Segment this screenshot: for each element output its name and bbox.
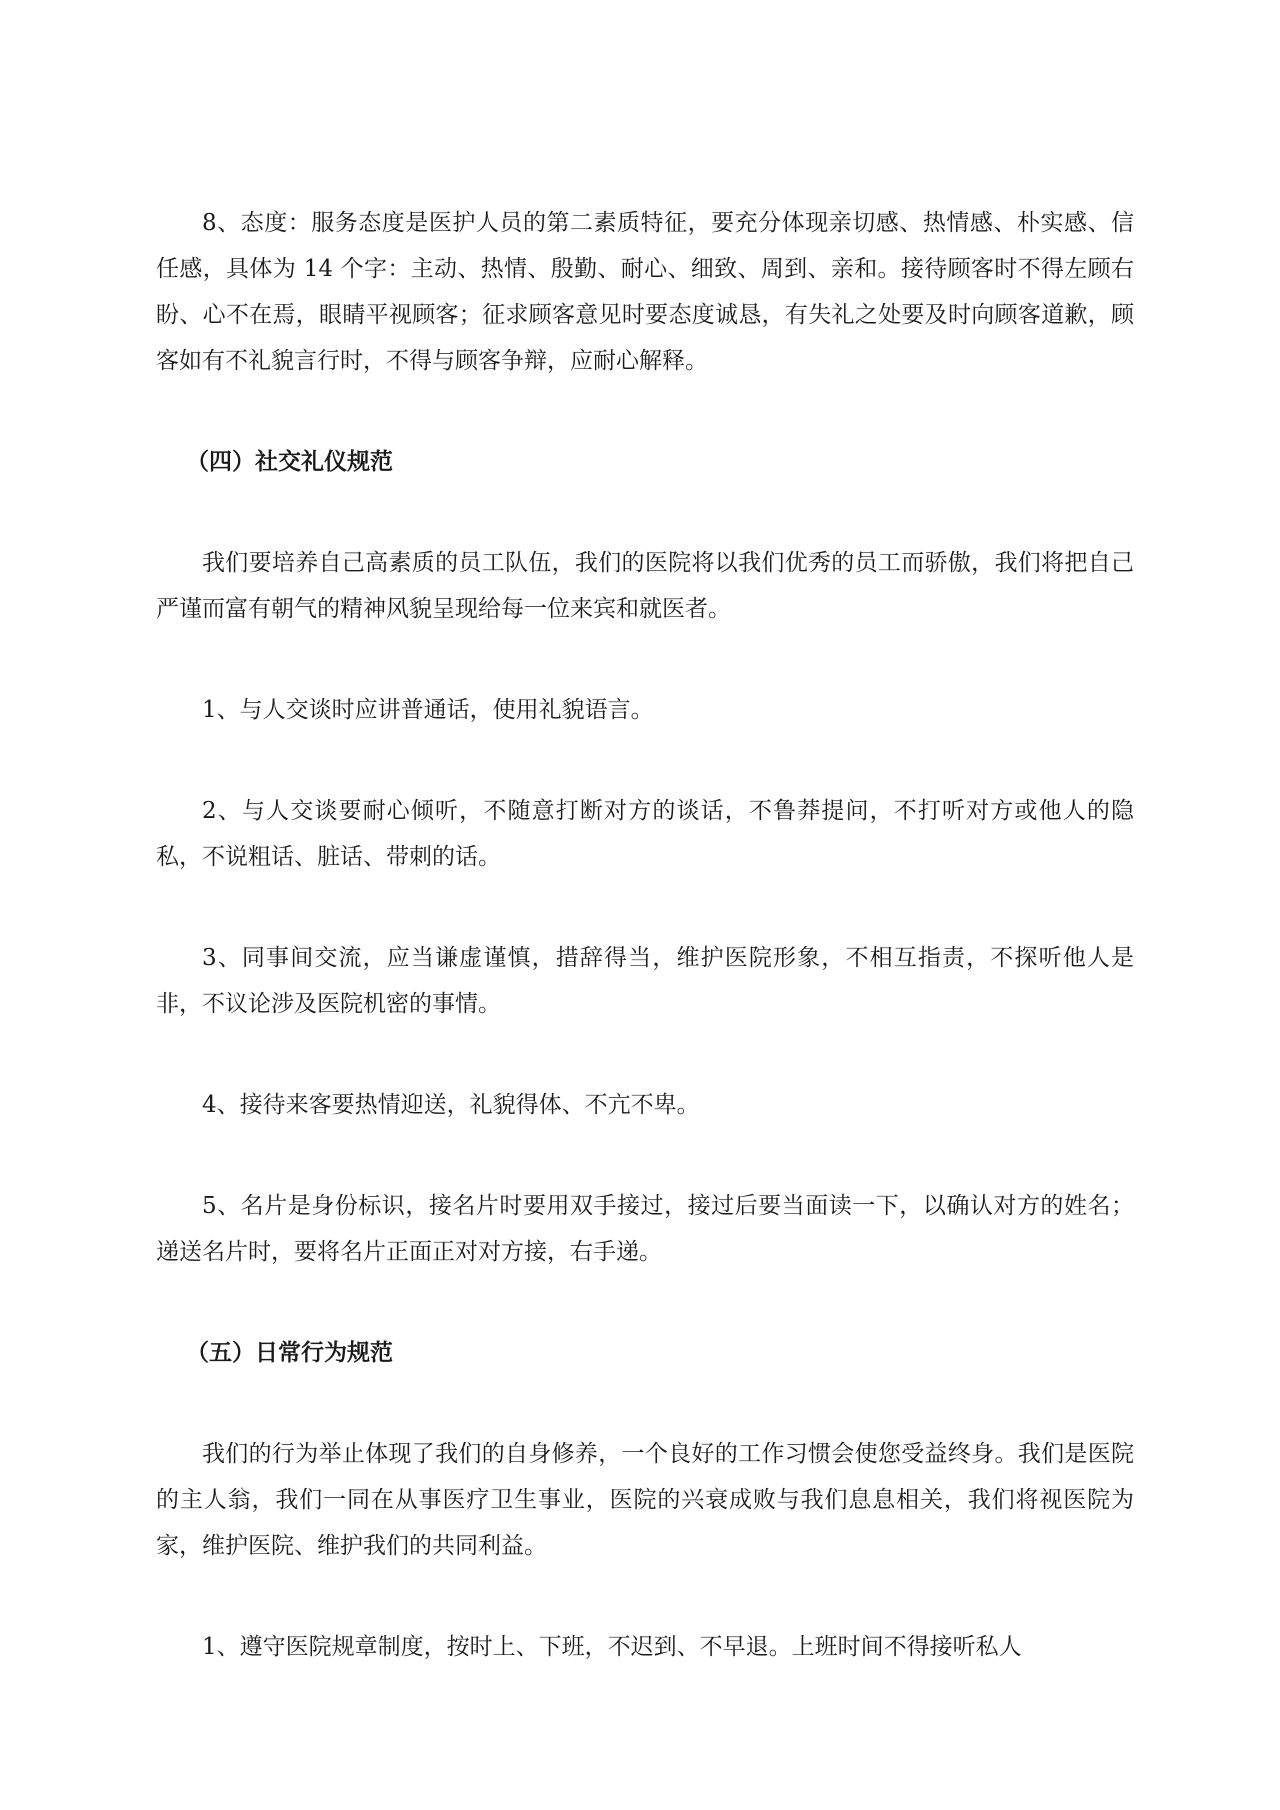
paragraph-daily-item-1: 1、遵守医院规章制度，按时上、下班，不迟到、不早退。上班时间不得接听私人	[202, 1634, 1022, 1660]
paragraph-item-2: 2、与人交谈要耐心倾听，不随意打断对方的谈话，不鲁莽提问，不打听对方或他人的隐私，不说粗话、脏话、带刺的话。	[156, 798, 1134, 870]
paragraph-item-5: 5、名片是身份标识，接名片时要用双手接过，接过后要当面读一下，以确认对方的姓名；递送名片时，要将名片正面正对对方接，右手递。	[156, 1193, 1134, 1265]
document-page	[156, 200, 1134, 1670]
paragraph-intro-social: 我们要培养自己高素质的员工队伍，我们的医院将以我们优秀的员工而骄傲，我们将把自己严谨而富有朝气的精神风貌呈现给每一位来宾和就医者。	[156, 550, 1134, 622]
paragraph-item-3: 3、同事间交流，应当谦虚谨慎，措辞得当，维护医院形象，不相互指责，不探听他人是非，不议论涉及医院机密的事情。	[156, 945, 1134, 1017]
paragraph-attitude: 8、态度：服务态度是医护人员的第二素质特征，要充分体现亲切感、热情感、朴实感、信任感，具体为 14 个字：主动、热情、殷勤、耐心、细致、周到、亲和。接待顾客时不得左顾右盼、心不在焉，眼睛平视顾客；征求顾客意见时要态度诚恳，有失礼之处要及时向顾客道歉，顾客如有不礼貌言行时，不得与顾客争辩，应耐心解释。	[156, 210, 1134, 374]
section-heading-social-etiquette: （四）社交礼仪规范	[186, 449, 393, 475]
paragraph-item-4: 4、接待来客要热情迎送，礼貌得体、不亢不卑。	[202, 1092, 700, 1118]
paragraph-item-1: 1、与人交谈时应讲普通话，使用礼貌语言。	[202, 697, 654, 723]
paragraph-intro-daily: 我们的行为举止体现了我们的自身修养，一个良好的工作习惯会使您受益终身。我们是医院的主人翁，我们一同在从事医疗卫生事业，医院的兴衰成败与我们息息相关，我们将视医院为家，维护医院、维护我们的共同利益。	[156, 1441, 1134, 1559]
section-heading-daily-conduct: （五）日常行为规范	[186, 1340, 393, 1366]
